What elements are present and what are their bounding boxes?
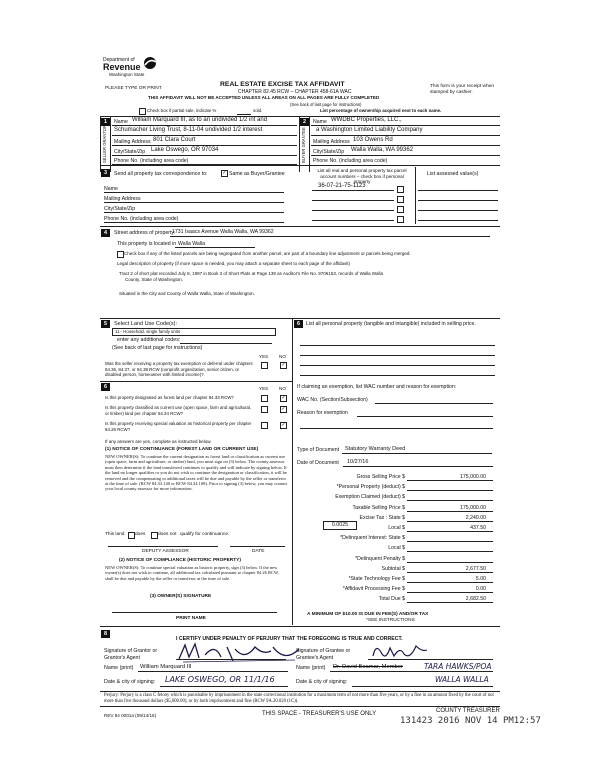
deputy-date-label: DATE [252,549,265,554]
deputy-assessor-label: DEPUTY ASSESSOR [142,549,189,554]
form-warning: THIS AFFIDAVIT WILL NOT BE ACCEPTED UNLESS ALL AREAS ON ALL PAGES ARE FULLY COMPLETED [148,95,380,100]
buyer-name-label: Name [313,119,327,125]
corr-city-label: City/State/Zip [104,206,136,212]
additional-codes-label: enter any additional codes: [117,337,181,343]
instructions-note: (See back of last page for instructions) [290,102,362,107]
section-6-badge: 6 [294,320,303,328]
tax-corr-label: Send all property tax correspondence to: [114,171,208,177]
parcel-4-checkbox[interactable] [397,216,404,223]
buyer-side-label: BUYER GRANTEE [301,127,306,163]
parcel-2-checkbox[interactable] [397,196,404,203]
calc-label: Local $ [388,525,405,531]
legal-line1: Tract 2 of short plat recorded July 8, 1997 in Book 3 of Short Plats at Page 139 as Auditor's File No. 9706153, records of Walla Walla [119,271,383,276]
q2-yes-checkbox[interactable] [261,395,268,402]
does-not-checkbox[interactable] [151,532,158,539]
calc-value[interactable]: 2,682.50 [465,596,486,603]
calc-value[interactable]: 0.00 [475,586,486,593]
q1-no-checkbox[interactable]: ✓ [281,363,286,368]
section-1-badge: 1 [101,118,110,126]
calc-underline [407,572,493,573]
treasurer-space: THIS SPACE - TREASURER'S USE ONLY [262,711,377,717]
calc-label: Total Due $ [378,596,405,603]
yes-header-2: YES [259,386,269,391]
q1-yes-checkbox[interactable] [261,362,268,369]
section-8-badge: 8 [101,630,110,638]
print-note: PLEASE TYPE OR PRINT [105,86,162,91]
section-4-badge: 4 [101,229,110,237]
personal-property-label: List all personal property (tangible and intangible) included in selling price. [306,321,476,327]
grantor-name[interactable]: William Marquard III [140,664,192,670]
qualify-label: qualify for continuance. [180,532,230,537]
q3-no-checkbox[interactable]: ✓ [281,407,286,412]
question-2: Is this property designated as forest land per chapter 84.33 RCW? [105,395,234,400]
see-instructions: *SEE INSTRUCTIONS [366,618,415,623]
calc-value[interactable]: 437.50 [470,525,486,531]
calc-underline [407,521,493,522]
logo-dept-line3: Washington State [109,72,145,77]
calc-label: Taxable Selling Price $ [352,504,405,511]
same-as-buyer-checkbox[interactable]: ✓ [222,171,227,176]
buyer-name-line2[interactable]: a Washington Limited Liability Company [316,127,423,133]
section-6-badge-left: 6 [101,383,110,391]
exemption-note: If claiming an exemption, list WAC number and reason for exemption: [297,384,457,390]
same-as-buyer-label: Same as Buyer/Grantee [229,171,285,177]
parcel-number[interactable]: 36-07-21-75-1123 [318,183,366,189]
seller-mailing-label: Mailing Address [114,139,151,145]
grantor-signature[interactable] [175,641,305,665]
calc-value[interactable]: 5.00 [475,576,486,582]
calc-label: *Personal Property (deduct) $ [336,484,405,491]
calc-underline [407,592,493,593]
this-land-label: This land [105,532,125,537]
calc-label: Gross Selling Price $ [356,474,405,480]
grantee-signature-label: Signature of Grantee or Grantee's Agent [296,648,351,661]
any-yes-note: If any answers are yes, complete as instructed below. [105,439,212,444]
owner-signature-label: (3) OWNER(S) SIGNATURE [150,594,212,599]
no-header-2: NO [279,386,286,391]
calc-underline [407,541,493,542]
does-not-label: does not [158,532,177,537]
street-label: Street address of property: [114,230,176,236]
land-use-label: Select Land Use Code(s): [114,321,177,327]
calc-value[interactable]: 2,240.00 [465,514,486,521]
yes-header-1: YES [259,354,269,359]
seller-name-label: Name [114,119,128,125]
parcel-3-checkbox[interactable] [397,206,404,213]
logo-dept-line2: Revenue [103,62,141,72]
q3-yes-checkbox[interactable] [261,406,268,413]
no-header-1: NO [279,354,286,359]
sold-label: sold. [253,108,263,113]
buyer-mailing-label: Mailing Address [313,139,350,145]
buyer-name-line1[interactable]: WWDBC Properties, LLC., [331,117,402,123]
section-2-badge: 2 [300,118,309,126]
street-value[interactable]: 1731 Isaacs Avenue Walla Walla, WA 99362 [172,229,274,235]
calc-underline [407,602,493,603]
calc-label: *State Technology Fee $ [348,576,405,582]
calc-label: *Delinquent Interest: State $ [340,535,405,542]
q4-yes-checkbox[interactable] [261,422,268,429]
calc-value[interactable]: 2,677.50 [465,565,486,572]
question-4: Is this property receiving special valuation as historical property per chapter 84.26 RCW? [105,421,252,432]
grantee-name-label: Name (print) [296,665,326,671]
buyer-mailing[interactable]: 103 Owens Rd [353,137,393,143]
seller-name-line1[interactable]: William Marquard III, as to an undivided 1/2 int and [132,117,268,123]
section-5-badge: 5 [101,320,110,328]
segregated-text: Check box if any of the listed parcels are being segregated from another parcel, are part of a boundary line adjustment or parcels being merged. [124,251,411,256]
grantee-date-place[interactable]: WALLA WALLA [435,675,489,684]
parcel-header: List all real and personal property tax parcel account numbers – check box if personal property [317,168,407,184]
q4-no-checkbox[interactable]: ✓ [281,423,286,428]
calc-underline [407,551,493,552]
partial-sale-label: Check box if partial sale, indicate % [147,108,217,113]
local-rate-box[interactable]: 0.0025 [323,521,357,530]
corr-name-label: Name [104,186,118,192]
notice2-title: (2) NOTICE OF COMPLIANCE (HISTORIC PROPERTY) [119,558,241,563]
calc-underline [407,500,493,501]
doc-type-value[interactable]: Statutory Warranty Deed [345,446,406,452]
does-checkbox[interactable] [128,532,135,539]
calc-underline [407,562,493,563]
seller-phone-label: Phone No. (including area code) [114,158,189,164]
grantor-signature-label: Signature of Grantor or Grantor's Agent [104,648,158,661]
calc-label: Excise Tax : State $ [359,514,405,521]
ownership-note: List percentage of ownership acquired next to each name. [320,108,442,113]
calc-value[interactable]: 175,000.00 [460,474,486,480]
seller-mailing[interactable]: 801 Clara Court [153,137,196,143]
does-label: does [135,532,146,537]
form-chapter: CHAPTER 82.45 RCW – CHAPTER 458-61A WAC [238,89,352,95]
grantee-hand-name[interactable]: TARA HAWKS/POA [424,662,492,671]
land-use-instr: (See back of last page for instructions) [112,345,203,351]
calc-label: Subtotal $ [381,565,405,572]
calc-label: *Delinquent Penalty $ [355,555,405,562]
buyer-phone-label: Phone No. (including area code) [313,158,388,164]
calc-label: Local $ [388,545,405,552]
minimum-note: A MINIMUM OF $10.00 IS DUE IN FEE(S) AND/OR TAX [307,612,429,617]
calc-label: Exemption Claimed (deduct) $ [335,494,405,501]
certify-statement: I CERTIFY UNDER PENALTY OF PERJURY THAT THE FOREGOING IS TRUE AND CORRECT. [176,636,403,642]
doc-date-value[interactable]: 10/27/16 [347,459,369,465]
grantee-date-place-label: Date & city of signing: [296,679,348,685]
calc-label: *Affidavit Processing Fee $ [342,586,405,593]
legal-line2: County, State of Washington. [125,277,184,282]
section-3-badge: 3 [101,169,110,177]
legal-label: Legal description of property (if more space is needed, you may attach a separate sheet to each page of the affidavit) [117,261,351,266]
seller-side-label: SELLER GRANTOR [102,124,107,163]
form-title: REAL ESTATE EXCISE TAX AFFIDAVIT [220,81,345,88]
seller-city[interactable]: Lake Oswego, OR 97034 [151,147,219,153]
calc-underline [407,480,493,481]
calc-value[interactable]: 175,000.00 [460,504,486,511]
reason-label: Reason for exemption [297,410,348,416]
partial-sale-checkbox[interactable] [139,108,146,115]
grantor-name-label: Name (print) [104,665,134,671]
doc-type-label: Type of Document [297,447,340,453]
notice2-body: NEW OWNER(S): To continue special valuation as historic property, sign (3) below. If the new owner(s) does not wish to continue, all additional tax calculated pursuant to chapter 84.26 RCW, shall be due and payable by the seller or transferor at the time of sale. [105,565,279,581]
question-1: Was the seller receiving a property tax exemption or deferral under chapters 84.36, 84.37, or 84.38 RCW (nonprofit organization, senior citizen, or disabled person, homeowner with limited income)? [105,361,253,377]
question-3: Is this property classified as current use (open space, farm and agricultural, or timber) land per chapter 84.34 RCW? [105,405,252,416]
grantee-name[interactable]: Dr. David Boamar, Member [333,664,403,670]
assessed-header: List assessed value(s) [427,171,479,177]
corr-mailing-label: Mailing Address [104,196,141,202]
logo-dept-line1: Department of [103,57,135,63]
treasurer-stamp: 131423 2016 NOV 14 PM12:57 [400,716,541,726]
revision-number: REV 84 0001a (09/14/16) [104,713,157,718]
parcel-1-checkbox[interactable] [397,186,404,193]
land-use-select[interactable]: 11 - Household, single family units [112,328,276,336]
seller-city-label: City/State/Zip [114,149,146,155]
notice1-body: NEW OWNER(S): To continue the current designation as forest land or classification as current use (open space, farm and agriculture, or timber) land, you must sign on (3) below. The county assessor must then determine if the land transferred continues to qualify and will indicate by signing below. If the land no longer qualifies or you do not wish to continue the designation or classification, it will be removed and the compensating or additional taxes will be due and payable by the seller or transferor at the time of sale. (RCW 84.33.140 or RCW 84.34.108). Prior to signing (3) below, you may contact your local county assessor for more information. [105,454,288,492]
receipt-note: This form is your receipt when stamped by cashier. [430,84,494,95]
seller-name-line2[interactable]: Schumacher Living Trust, 8-11-04 undivided 1/2 interest [114,127,263,133]
grantor-date-place-label: Date & city of signing: [104,679,156,685]
perjury-statement: Perjury: Perjury is a class C felony which is punishable by imprisonment in the state correctional institution for a maximum term of not more than five years, or by a fine in an amount fixed by the court of not more than five thousand dollars ($5,000.00), or by both imprisonment and fine (RCW 9A.20.020 (1C)). [104,693,494,704]
wac-label: WAC No. (Section/Subsection) [297,397,368,403]
logo-swoosh-icon [141,56,159,70]
located-value[interactable]: Walla Walla [178,241,205,247]
located-label: This property is located in [117,241,177,247]
corr-phone-label: Phone No. (including area code) [104,216,179,222]
calc-underline [407,582,493,583]
notice1-title: (1) NOTICE OF CONTINUANCE (FOREST LAND OR CURRENT USE) [105,447,259,452]
print-name-label: PRINT NAME [176,616,206,621]
doc-date-label: Date of Document [297,460,339,466]
calc-underline [407,531,493,532]
q2-no-checkbox[interactable]: ✓ [281,396,286,401]
buyer-city[interactable]: Walla Walla, WA 99362 [351,147,414,153]
buyer-city-label: City/State/Zip [313,149,345,155]
segregated-checkbox[interactable] [117,251,124,258]
county-treasurer: COUNTY TREASURER [436,708,500,714]
calc-underline [407,490,493,491]
dor-logo [103,56,163,84]
grantor-date-place[interactable]: LAKE OSWEGO, OR 11/1/16 [165,675,275,684]
calc-underline [407,511,493,512]
legal-line3: Situated in the City and County of Walla Walla, State of Washington. [119,291,255,296]
